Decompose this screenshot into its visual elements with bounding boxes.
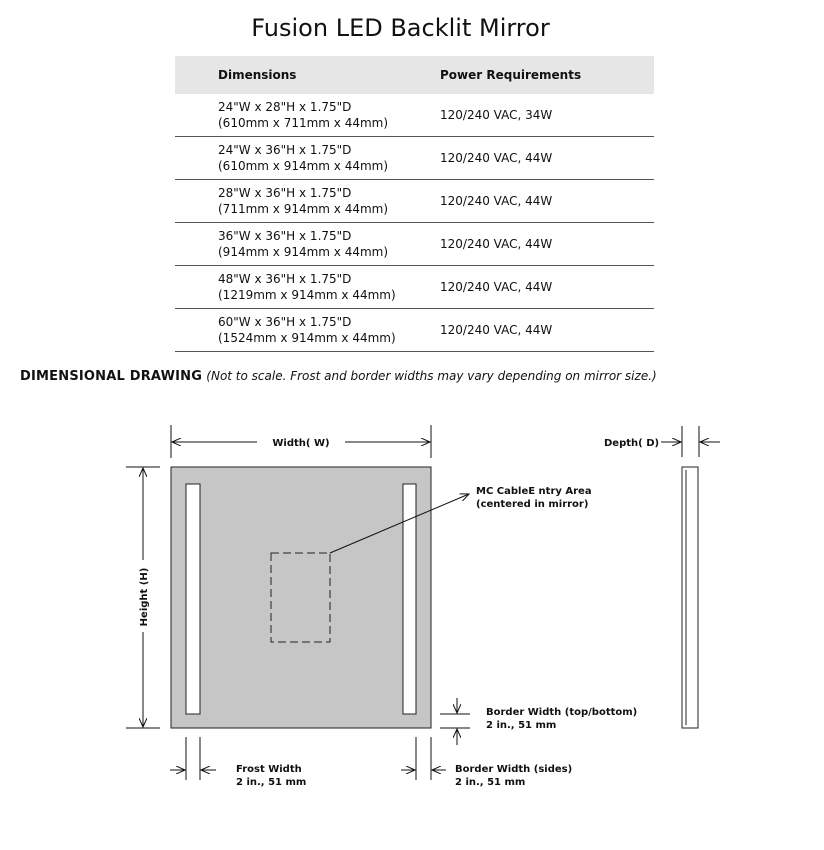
border-sides-value: 2 in., 51 mm [455,777,526,788]
power-cell: 120/240 VAC, 34W [440,94,654,137]
dim-metric: (914mm x 914mm x 44mm) [218,245,389,259]
cable-label-line1: MC CableE ntry Area [476,486,592,497]
frost-label: Frost Width [236,764,302,775]
dim-metric: (1219mm x 914mm x 44mm) [218,288,396,302]
dim-metric: (711mm x 914mm x 44mm) [218,202,389,216]
dim-imperial: 24"W x 36"H x 1.75"D [218,143,352,157]
mirror-side-view [682,467,698,728]
header-power: Power Requirements [440,56,654,94]
drawing-heading-title: DIMENSIONAL DRAWING [20,369,203,384]
dim-metric: (1524mm x 914mm x 44mm) [218,331,396,345]
drawing-heading-note: (Not to scale. Frost and border widths may vary depending on mirror size.) [206,369,657,383]
cable-label-line2: (centered in mirror) [476,499,589,510]
power-cell: 120/240 VAC, 44W [440,223,654,266]
dim-imperial: 60"W x 36"H x 1.75"D [218,315,352,329]
page-title: Fusion LED Backlit Mirror [251,14,550,42]
width-label: Width( W) [272,438,330,449]
dim-imperial: 48"W x 36"H x 1.75"D [218,272,352,286]
frost-value: 2 in., 51 mm [236,777,307,788]
frost-strip-right [403,484,416,714]
border-sides-label: Border Width (sides) [455,764,573,775]
dim-imperial: 24"W x 28"H x 1.75"D [218,100,352,114]
header-dimensions: Dimensions [175,56,440,94]
mirror-body [171,467,431,728]
border-tb-label: Border Width (top/bottom) [486,707,638,718]
depth-label: Depth( D) [604,438,660,449]
power-cell: 120/240 VAC, 44W [440,137,654,180]
dim-metric: (610mm x 711mm x 44mm) [218,116,389,130]
power-cell: 120/240 VAC, 44W [440,180,654,223]
power-cell: 120/240 VAC, 44W [440,266,654,309]
border-tb-value: 2 in., 51 mm [486,720,557,731]
dim-imperial: 36"W x 36"H x 1.75"D [218,229,352,243]
height-label: Height (H) [139,567,150,627]
dim-imperial: 28"W x 36"H x 1.75"D [218,186,352,200]
power-cell: 120/240 VAC, 44W [440,309,654,352]
frost-strip-left [186,484,200,714]
dim-metric: (610mm x 914mm x 44mm) [218,159,389,173]
